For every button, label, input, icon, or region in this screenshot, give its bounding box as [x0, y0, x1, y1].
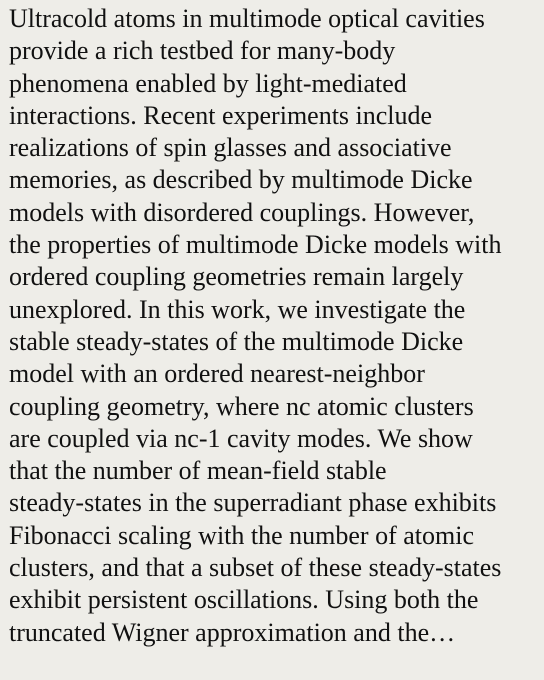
- text-line: are coupled via nc-1 cavity modes. We show: [9, 423, 473, 453]
- text-line: unexplored. In this work, we investigate the: [9, 294, 466, 324]
- text-line: provide a rich testbed for many-body: [9, 36, 396, 66]
- text-line: realizations of spin glasses and associative: [9, 133, 452, 163]
- text-line: memories, as described by multimode Dicke: [9, 165, 473, 195]
- text-line: Ultracold atoms in multimode optical cavities: [9, 4, 485, 33]
- text-line: ordered coupling geometries remain largely: [9, 262, 464, 292]
- text-line: phenomena enabled by light-mediated: [9, 68, 407, 98]
- text-line: steady-states in the superradiant phase exhibits: [9, 488, 497, 518]
- text-line: models with disordered couplings. However,: [9, 197, 475, 227]
- text-line: that the number of mean-field stable: [9, 456, 387, 486]
- text-line: the properties of multimode Dicke models with: [9, 230, 502, 260]
- text-line: clusters, and that a subset of these steady-states: [9, 553, 502, 583]
- text-line: coupling geometry, where nc atomic clusters: [9, 391, 474, 421]
- text-line: truncated Wigner approximation and the…: [9, 617, 456, 647]
- abstract-text: [9, 3, 536, 649]
- text-line: interactions. Recent experiments include: [9, 100, 433, 130]
- text-line: exhibit persistent oscillations. Using both the: [9, 585, 479, 615]
- text-line: Fibonacci scaling with the number of atomic: [9, 520, 474, 550]
- text-line: model with an ordered nearest-neighbor: [9, 359, 425, 389]
- text-line: stable steady-states of the multimode Dicke: [9, 326, 464, 356]
